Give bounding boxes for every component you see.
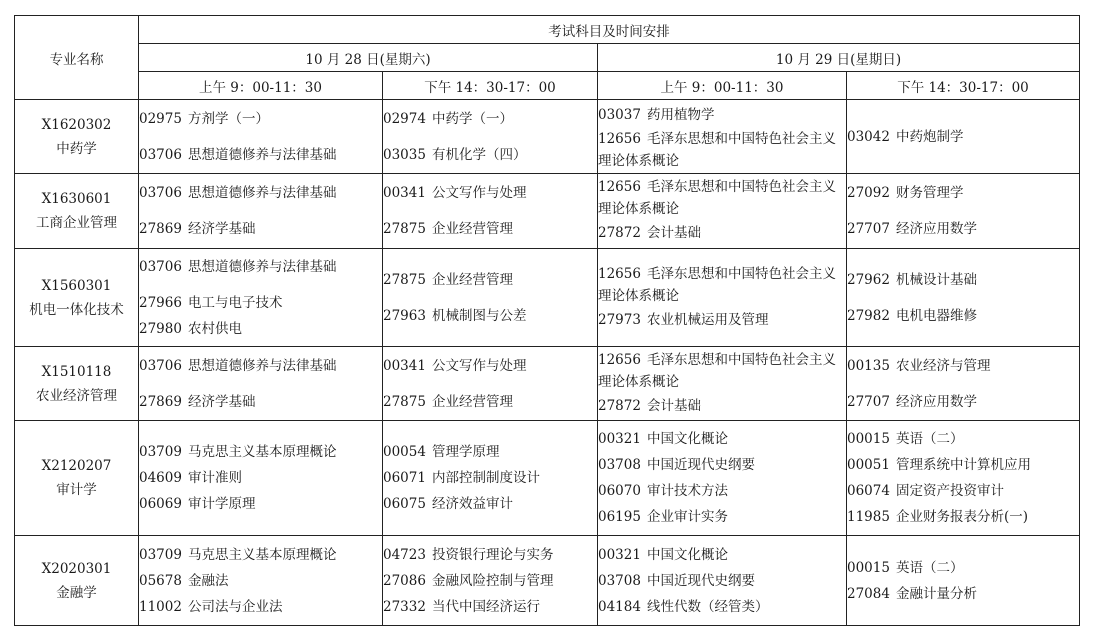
table-row [15,347,1080,421]
subject-code: 03037 [598,106,641,123]
subject-name: 机械制图与公差 [431,307,527,324]
subject-entry [847,452,1079,478]
subject-code: 03706 [139,146,182,163]
subject-code: 06074 [847,483,890,499]
subject-name: 公文写作与处理 [431,185,527,201]
subject-name: 马克思主义基本原理概论 [187,546,337,563]
subject-name: 农业经济与管理 [895,357,991,374]
subject-name: 电机电器维修 [895,307,977,324]
subject-entry [383,542,597,568]
subject-code: 06075 [383,496,426,512]
major-code: X1560301 [41,277,112,294]
major-code: X2120207 [41,458,112,474]
major-name: 金融学 [56,584,97,601]
subject-name: 中药炮制学 [895,128,964,145]
subject-name: 内部控制制度设计 [431,470,540,486]
subject-name: 金融计量分析 [895,585,977,602]
subject-code: 27707 [847,221,890,237]
subject-cell [847,347,1080,421]
spacer [139,280,382,290]
subject-entry [139,439,382,465]
subject-entry [383,303,597,329]
subject-entry [383,106,597,132]
subject-name: 审计技术方法 [646,483,728,499]
subject-name: 电工与电子技术 [187,294,283,311]
session-header-d1-am: 上午 9：00-11：30 [139,72,383,100]
subject-name: 财务管理学 [895,185,964,201]
major-cell [15,249,139,347]
subject-entry [598,478,846,504]
subject-code: 00135 [847,357,890,374]
subject-name: 经济应用数学 [895,393,977,410]
major-name: 农业经济管理 [36,387,117,404]
subject-name: 思想道德修养与法律基础 [187,185,337,201]
spacer [383,206,597,216]
subject-code: 27962 [847,271,890,288]
spacer [383,293,597,303]
subject-cell [383,347,598,421]
subject-cell [383,174,598,249]
subject-name: 固定资产投资审计 [895,483,1004,499]
subject-entry [847,124,1079,150]
subject-cell [847,421,1080,536]
subject-code: 06195 [598,509,641,525]
subject-entry [139,290,382,316]
subject-name: 毛泽东思想和中国特色社会主义理论体系概论 [598,265,836,304]
subject-entry [598,307,846,333]
subject-entry [383,491,597,517]
table-row [15,174,1080,249]
subject-name: 会计基础 [646,225,701,241]
major-cell [15,100,139,174]
subject-entry [598,220,846,246]
subject-entry [847,216,1079,242]
subject-code: 27966 [139,294,182,311]
exam-schedule-table [14,15,1080,626]
subject-code: 27875 [383,271,426,288]
spacer [383,132,597,142]
subject-name: 会计基础 [646,397,701,414]
subject-code: 00015 [847,559,890,576]
table-row [15,249,1080,347]
subject-entry [598,594,846,620]
subject-name: 中国近现代史纲要 [646,457,755,473]
subject-name: 马克思主义基本原理概论 [187,444,337,460]
subject-code: 11985 [847,509,890,525]
subject-name: 管理学原理 [431,444,500,460]
spacer [383,379,597,389]
subject-entry [139,353,382,379]
subject-code: 03042 [847,128,890,145]
subject-cell [598,536,847,626]
major-cell [15,174,139,249]
major-code: X1630601 [41,191,112,207]
subject-name: 金融风险控制与管理 [431,572,554,589]
session-header-d2-am: 上午 9：00-11：30 [598,72,847,100]
subject-name: 线性代数（经管类） [646,598,769,615]
subject-name: 企业财务报表分析(一) [895,509,1028,525]
subject-name: 经济学基础 [187,393,256,410]
subject-name: 企业经营管理 [431,393,513,410]
subject-name: 毛泽东思想和中国特色社会主义理论体系概论 [598,130,836,169]
subject-entry [383,267,597,293]
subject-name: 机械设计基础 [895,271,977,288]
subject-name: 经济学基础 [187,221,256,237]
subject-name: 思想道德修养与法律基础 [187,357,337,374]
subject-name: 当代中国经济运行 [431,598,540,615]
subject-code: 00015 [847,431,890,447]
major-code: X1510118 [41,363,112,380]
subject-code: 27332 [383,598,426,615]
subject-cell [847,100,1080,174]
subject-entry [139,254,382,280]
spacer [847,379,1079,389]
subject-code: 05678 [139,572,182,589]
subject-entry [847,353,1079,379]
subject-entry [598,349,846,393]
subject-entry [139,180,382,206]
arrangement-header: 考试科目及时间安排 [139,16,1080,44]
table-row [15,536,1080,626]
major-code: X2020301 [41,560,112,577]
subject-name: 农业机械运用及管理 [646,311,769,328]
subject-code: 02975 [139,110,182,127]
subject-cell [598,174,847,249]
subject-entry [139,568,382,594]
subject-name: 企业经营管理 [431,221,513,237]
subject-entry [598,102,846,128]
day-header-2: 10 月 29 日(星期日) [598,44,1080,72]
subject-entry [139,216,382,242]
subject-code: 06069 [139,496,182,512]
subject-cell [139,536,383,626]
subject-name: 审计准则 [187,470,242,486]
subject-code: 03708 [598,457,641,473]
subject-name: 中国文化概论 [646,431,728,447]
subject-code: 27982 [847,307,890,324]
subject-cell [598,249,847,347]
major-code: X1620302 [41,116,112,133]
major-cell [15,421,139,536]
subject-name: 思想道德修养与法律基础 [187,146,337,163]
spacer [847,293,1079,303]
subject-entry [383,353,597,379]
subject-entry [383,180,597,206]
subject-code: 00321 [598,431,641,447]
subject-entry [383,568,597,594]
spacer [139,206,382,216]
subject-name: 中药学（一） [431,110,513,127]
subject-code: 03035 [383,146,426,163]
subject-entry [598,176,846,220]
subject-cell [139,174,383,249]
session-header-d1-pm: 下午 14：30-17：00 [383,72,598,100]
subject-entry [598,568,846,594]
subject-code: 00321 [598,546,641,563]
subject-code: 03708 [598,572,641,589]
subject-name: 农村供电 [187,320,242,337]
subject-entry [847,389,1079,415]
subject-cell [139,100,383,174]
subject-entry [598,426,846,452]
major-name: 审计学 [56,482,97,498]
subject-entry [847,303,1079,329]
subject-code: 00051 [847,457,890,473]
subject-name: 思想道德修养与法律基础 [187,258,337,275]
subject-name: 有机化学（四） [431,146,527,163]
subject-name: 企业审计实务 [646,509,728,525]
subject-code: 03706 [139,258,182,275]
subject-name: 经济应用数学 [895,221,977,237]
subject-name: 毛泽东思想和中国特色社会主义理论体系概论 [598,351,836,390]
major-name-header: 专业名称 [15,16,139,100]
subject-code: 04723 [383,546,426,563]
subject-entry [139,389,382,415]
spacer [847,206,1079,216]
subject-code: 12656 [598,351,641,368]
subject-entry [598,504,846,530]
subject-code: 06070 [598,483,641,499]
subject-entry [139,316,382,342]
subject-entry [847,581,1079,607]
subject-cell [847,249,1080,347]
subject-code: 27872 [598,397,641,414]
subject-entry [139,465,382,491]
subject-entry [598,542,846,568]
subject-name: 投资银行理论与实务 [431,546,554,563]
subject-name: 英语（二） [895,431,964,447]
subject-entry [383,216,597,242]
subject-code: 04609 [139,470,182,486]
subject-code: 27869 [139,221,182,237]
subject-entry [847,180,1079,206]
subject-name: 中国近现代史纲要 [646,572,755,589]
major-name: 工商企业管理 [36,215,117,231]
subject-entry [598,128,846,172]
subject-code: 02974 [383,110,426,127]
table-row [15,421,1080,536]
subject-entry [383,389,597,415]
subject-entry [847,478,1079,504]
subject-code: 06071 [383,470,426,486]
subject-code: 27875 [383,221,426,237]
subject-entry [598,393,846,419]
subject-code: 27086 [383,572,426,589]
subject-code: 11002 [139,598,182,615]
subject-cell [383,421,598,536]
major-name: 机电一体化技术 [29,301,124,318]
subject-code: 03706 [139,185,182,201]
subject-code: 12656 [598,130,641,147]
subject-code: 12656 [598,179,641,195]
subject-name: 药用植物学 [646,106,715,123]
subject-code: 27980 [139,320,182,337]
subject-name: 金融法 [187,572,229,589]
subject-code: 03709 [139,444,182,460]
major-name: 中药学 [56,140,97,157]
subject-cell [139,249,383,347]
subject-code: 27973 [598,311,641,328]
subject-name: 公文写作与处理 [431,357,527,374]
subject-name: 经济效益审计 [431,496,513,512]
subject-entry [598,263,846,307]
subject-name: 方剂学（一） [187,110,269,127]
subject-cell [598,347,847,421]
subject-code: 12656 [598,265,641,282]
subject-entry [139,491,382,517]
subject-entry [139,142,382,168]
subject-code: 03709 [139,546,182,563]
subject-cell [139,421,383,536]
subject-code: 27963 [383,307,426,324]
spacer [139,132,382,142]
subject-name: 公司法与企业法 [187,598,283,615]
subject-entry [598,452,846,478]
subject-code: 27707 [847,393,890,410]
session-header-d2-pm: 下午 14：30-17：00 [847,72,1080,100]
subject-cell [139,347,383,421]
major-cell [15,347,139,421]
subject-entry [847,555,1079,581]
major-cell [15,536,139,626]
spacer [139,379,382,389]
subject-name: 英语（二） [895,559,964,576]
subject-code: 27084 [847,585,890,602]
subject-code: 00341 [383,185,426,201]
subject-cell [847,536,1080,626]
subject-code: 03706 [139,357,182,374]
subject-code: 27092 [847,185,890,201]
day-header-1: 10 月 28 日(星期六) [139,44,598,72]
subject-code: 04184 [598,598,641,615]
subject-entry [383,465,597,491]
subject-entry [383,439,597,465]
subject-cell [598,100,847,174]
table-row [15,100,1080,174]
subject-cell [383,249,598,347]
subject-entry [383,594,597,620]
subject-cell [847,174,1080,249]
subject-entry [139,542,382,568]
subject-name: 企业经营管理 [431,271,513,288]
subject-cell [383,536,598,626]
subject-code: 00341 [383,357,426,374]
subject-code: 27872 [598,225,641,241]
subject-name: 中国文化概论 [646,546,728,563]
subject-entry [847,267,1079,293]
subject-entry [383,142,597,168]
subject-entry [139,594,382,620]
subject-code: 00054 [383,444,426,460]
subject-name: 审计学原理 [187,496,256,512]
subject-name: 毛泽东思想和中国特色社会主义理论体系概论 [598,179,836,217]
subject-entry [139,106,382,132]
subject-name: 管理系统中计算机应用 [895,457,1031,473]
subject-code: 27869 [139,393,182,410]
subject-cell [383,100,598,174]
subject-entry [847,426,1079,452]
subject-code: 27875 [383,393,426,410]
subject-entry [847,504,1079,530]
subject-cell [598,421,847,536]
